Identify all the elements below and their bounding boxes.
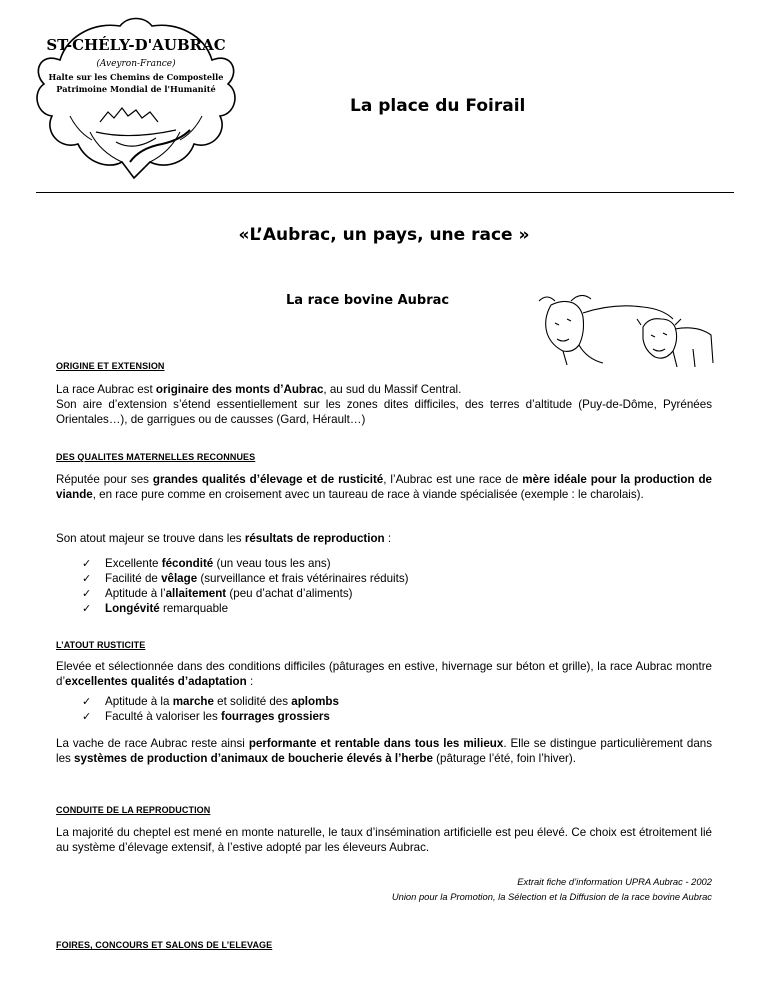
bold-span: aplombs — [291, 695, 339, 708]
logo-line2: Patrimoine Mondial de l'Humanité — [56, 84, 216, 94]
text-span: : — [384, 532, 392, 545]
list-item — [82, 556, 409, 571]
text-span: Elevée et sélectionnée dans des conditions difficiles (pâturages en estive, hivernage sur béton et grille), la race Aubrac montre d’ — [56, 660, 712, 688]
text-span: Excellente — [105, 557, 162, 570]
header-divider — [36, 192, 734, 193]
rusticite-paragraph — [56, 659, 712, 689]
text-span: Facilité de — [105, 572, 162, 585]
bold-span: résultats de reproduction — [244, 532, 385, 545]
calf-head — [637, 319, 681, 358]
list-item — [82, 709, 339, 724]
bold-span: fourrages grossiers — [220, 710, 330, 723]
text-span: et solidité des — [213, 695, 292, 708]
shading — [555, 319, 667, 351]
section-heading-foires: FOIRES, CONCOURS ET SALONS DE L’ELEVAGE — [56, 940, 273, 950]
text-span: remarquable — [159, 602, 229, 615]
section-heading-reproduction: CONDUITE DE LA REPRODUCTION — [56, 805, 211, 815]
village-drawing — [96, 108, 176, 146]
text-span: Aptitude à l’ — [105, 587, 166, 600]
list-item — [82, 586, 409, 601]
text-span: : — [246, 675, 254, 688]
text-span: Son atout majeur se trouve dans les — [56, 532, 245, 545]
checkmark-icon: ✓ — [82, 572, 92, 585]
checkmark-icon: ✓ — [82, 695, 92, 708]
rusticite-conclusion — [56, 736, 712, 766]
text-span: (pâturage l’été, foin l’hiver). — [432, 752, 576, 765]
bold-span: excellentes qualités d’adaptation — [65, 675, 247, 688]
reproduction-list — [82, 556, 409, 616]
bold-span: originaire des monts d’Aubrac — [155, 383, 324, 396]
cow-head — [539, 295, 591, 351]
list-item — [82, 571, 409, 586]
text-span: (peu d’achat d’aliments) — [226, 587, 353, 600]
bold-span: performante et rentable dans tous les milieux — [248, 737, 504, 750]
section-heading-qualites: DES QUALITES MATERNELLES RECONNUES — [56, 452, 256, 462]
bold-span: allaitement — [165, 587, 227, 600]
bold-span: Longévité — [105, 602, 160, 615]
text-span: (surveillance et frais vétérinaires réduits) — [197, 572, 409, 585]
adaptation-list — [82, 694, 339, 724]
bold-span: systèmes de production d’animaux de boucherie élevés à l’herbe — [74, 752, 433, 765]
qualites-paragraph — [56, 472, 712, 502]
list-item — [82, 601, 409, 616]
text-span: . Elle se distingue particulièrement dans les — [56, 737, 713, 765]
text-span: La race Aubrac est — [56, 383, 156, 396]
text-span: , l’Aubrac est une race de — [383, 473, 523, 486]
main-title: «L’Aubrac, un pays, une race » — [238, 225, 530, 245]
checkmark-icon: ✓ — [82, 710, 92, 723]
section-heading-rusticite: L’ATOUT RUSTICITE — [56, 640, 146, 650]
checkmark-icon: ✓ — [82, 602, 92, 615]
bold-span: grandes qualités d’élevage et de rusticité — [152, 473, 384, 486]
text-span: Son aire d’extension s’étend essentiellement sur les zones dites difficiles, des terres d’altitude (Puy-de-Dôme, Pyrénées Orientales…), de garrigues ou de causses (Gard, Hérault…) — [56, 398, 712, 426]
text-span: Aptitude à la — [105, 695, 173, 708]
source-line: Extrait fiche d’information UPRA Aubrac - 2002 — [517, 876, 712, 887]
reproduction-intro — [56, 531, 712, 546]
cow-body — [563, 306, 673, 365]
text-span: La vache de race Aubrac reste ainsi — [56, 737, 249, 750]
bold-span: mère idéale pour la production de viande — [56, 473, 712, 501]
bold-span: fécondité — [161, 557, 214, 570]
logo-name: ST-CHÉLY-D'AUBRAC — [46, 36, 226, 54]
reproduction-paragraph: La majorité du cheptel est mené en monte naturelle, le taux d’insémination artificielle est peu élevé. Ce choix est étroitement lié au système d’élevage extensif, à l’estive adopté par les éleveurs Aubrac. — [56, 826, 712, 854]
origine-paragraph — [56, 382, 712, 427]
checkmark-icon: ✓ — [82, 557, 92, 570]
logo-region: (Aveyron-France) — [96, 59, 176, 69]
text-span: (un veau tous les ans) — [213, 557, 331, 570]
bold-span: vêlage — [161, 572, 198, 585]
bold-span: marche — [172, 695, 214, 708]
checkmark-icon: ✓ — [82, 587, 92, 600]
list-item — [82, 694, 339, 709]
section-heading-origine: ORIGINE ET EXTENSION — [56, 361, 165, 371]
text-span: Faculté à valoriser les — [105, 710, 221, 723]
logo-line1: Halte sur les Chemins de Compostelle — [48, 72, 224, 82]
source-citation — [392, 874, 712, 904]
text-span: , en race pure comme en croisement avec un taureau de race à viande spécialisée (exemple : le charolais). — [92, 488, 644, 501]
page-title: La place du Foirail — [350, 96, 526, 116]
aubrac-cows-illustration — [533, 289, 719, 371]
sub-title: La race bovine Aubrac — [286, 293, 450, 308]
saint-chely-logo — [30, 12, 242, 184]
source-line: Union pour la Promotion, la Sélection et la Diffusion de la race bovine Aubrac — [391, 891, 712, 902]
text-span: Réputée pour ses — [56, 473, 153, 486]
text-span: , au sud du Massif Central. — [323, 383, 462, 396]
calf-body — [673, 328, 713, 367]
